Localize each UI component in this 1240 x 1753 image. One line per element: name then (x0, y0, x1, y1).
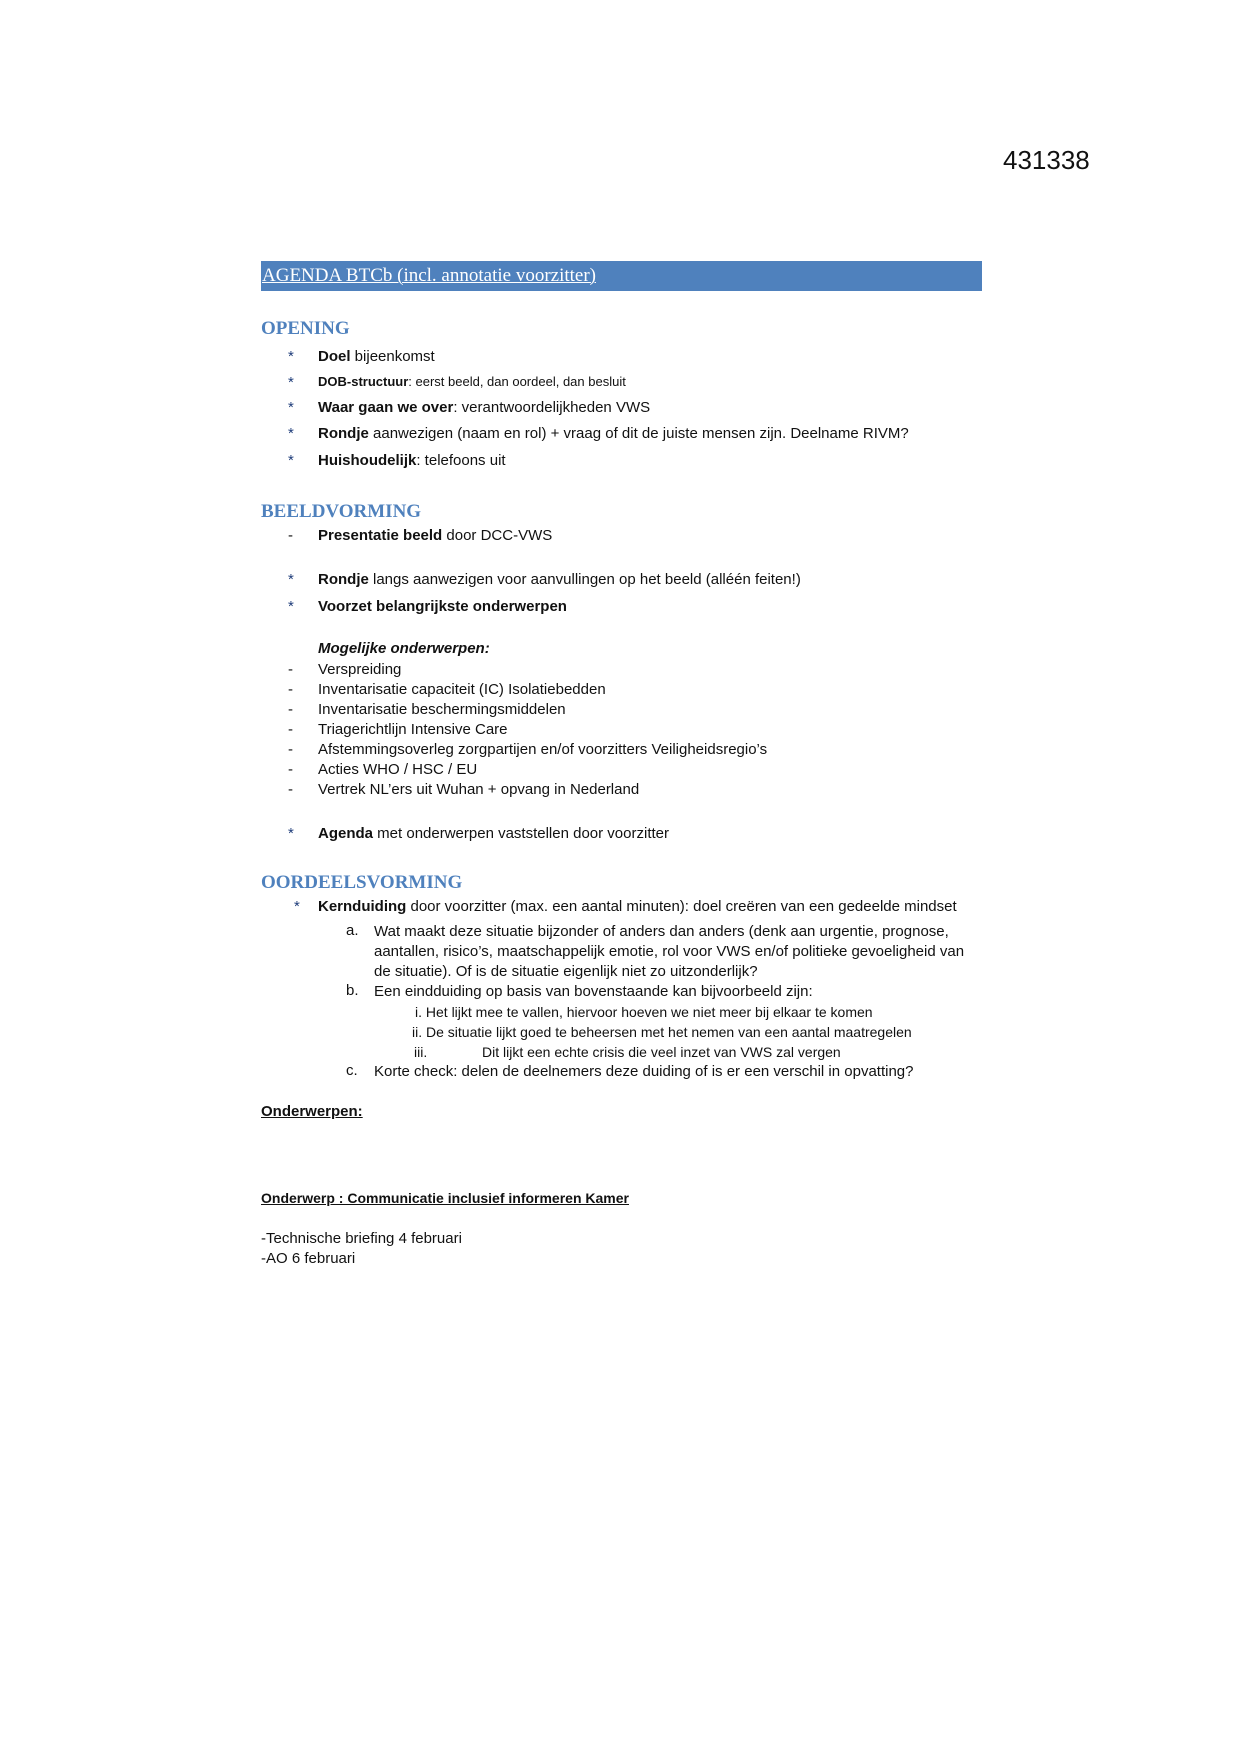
item-bold: Voorzet belangrijkste onderwerpen (318, 598, 567, 615)
bullet-star: * (288, 425, 294, 442)
onderwerpen-label: Onderwerpen: (261, 1103, 363, 1120)
topic-text: Afstemmingsoverleg zorgpartijen en/of voorzitters Veiligheidsregio’s (318, 741, 768, 758)
item-text: : telefoons uit (416, 452, 506, 469)
bullet-star: * (288, 374, 294, 391)
item-bold: Agenda (318, 825, 374, 842)
bullet-star: * (288, 598, 294, 615)
agenda-title-bar (261, 261, 982, 291)
list-item: i. Het lijkt mee te vallen, hiervoor hoeven we niet meer bij elkaar te komen (415, 1004, 873, 1020)
item-text: met onderwerpen vaststellen door voorzitter (373, 825, 669, 842)
list-item: iii. Dit lijkt een echte crisis die veel inzet van VWS zal vergen (414, 1044, 841, 1060)
text-line: aantallen, risico’s, maatschappelijk emotie, rol voor VWS en/of politieke gevoeligheid van (374, 943, 965, 960)
bullet-dash: - (288, 741, 293, 758)
item-text: bijeenkomst (350, 348, 435, 365)
item-bold: Kernduiding (318, 898, 407, 915)
item-bold: DOB-structuur (318, 374, 409, 389)
bullet-dash: - (288, 701, 293, 718)
onderwerp-communicatie: Onderwerp : Communicatie inclusief informeren Kamer (261, 1190, 629, 1206)
briefing-line: -Technische briefing 4 februari (261, 1230, 462, 1247)
text-line: de situatie). Of is de situatie eigenlijk niet zo uitzonderlijk? (374, 963, 758, 980)
item-bold: Waar gaan we over (318, 399, 454, 416)
document-number: 431338 (1003, 145, 1090, 175)
text-line: Wat maakt deze situatie bijzonder of anders dan anders (denk aan urgentie, prognose, (374, 923, 949, 940)
topic-text: Triagerichtlijn Intensive Care (318, 721, 508, 738)
item-text: : verantwoordelijkheden VWS (453, 399, 651, 416)
topic-text: Vertrek NL’ers uit Wuhan + opvang in Nederland (318, 781, 640, 798)
bullet-star: * (294, 898, 300, 915)
list-item: ii. De situatie lijkt goed te beheersen met het nemen van een aantal maatregelen (412, 1024, 912, 1040)
item-bold: Doel (318, 348, 351, 365)
bullet-star: * (288, 452, 294, 469)
bullet-star: * (288, 571, 294, 588)
topic-text: Inventarisatie capaciteit (IC) Isolatiebedden (318, 681, 606, 698)
item-text: : eerst beeld, dan oordeel, dan besluit (408, 374, 626, 389)
item-text: door DCC-VWS (442, 527, 553, 544)
bullet-dash: - (288, 527, 293, 544)
bullet-star: * (288, 348, 294, 365)
agenda-title: AGENDA BTCb (incl. annotatie voorzitter) (262, 265, 597, 286)
topic-text: Verspreiding (318, 661, 402, 678)
bullet-dash: - (288, 781, 293, 798)
item-text: door voorzitter (max. een aantal minuten): doel creëren van een gedeelde mindset (406, 898, 957, 915)
heading-opening: OPENING (261, 318, 350, 339)
bullet-dash: - (288, 761, 293, 778)
item-bold: Rondje (318, 425, 369, 442)
item-text: langs aanwezigen voor aanvullingen op het beeld (alléén feiten!) (368, 571, 801, 588)
heading-oordeelsvorming: OORDEELSVORMING (261, 872, 463, 893)
heading-beeldvorming: BEELDVORMING (261, 501, 422, 522)
bullet-star: * (288, 825, 294, 842)
bullet-dash: - (288, 721, 293, 738)
bullet-star: * (288, 399, 294, 416)
bullet-dash: - (288, 661, 293, 678)
item-text: aanwezigen (naam en rol) + vraag of dit de juiste mensen zijn. Deelname RIVM? (368, 425, 909, 442)
topic-text: Inventarisatie beschermingsmiddelen (318, 701, 566, 718)
item-bold: Rondje (318, 571, 369, 588)
bullet-dash: - (288, 681, 293, 698)
topic-text: Acties WHO / HSC / EU (318, 761, 478, 778)
item-bold: Presentatie beeld (318, 527, 443, 544)
briefing-line: -AO 6 februari (261, 1250, 356, 1267)
item-bold: Huishoudelijk (318, 452, 417, 469)
